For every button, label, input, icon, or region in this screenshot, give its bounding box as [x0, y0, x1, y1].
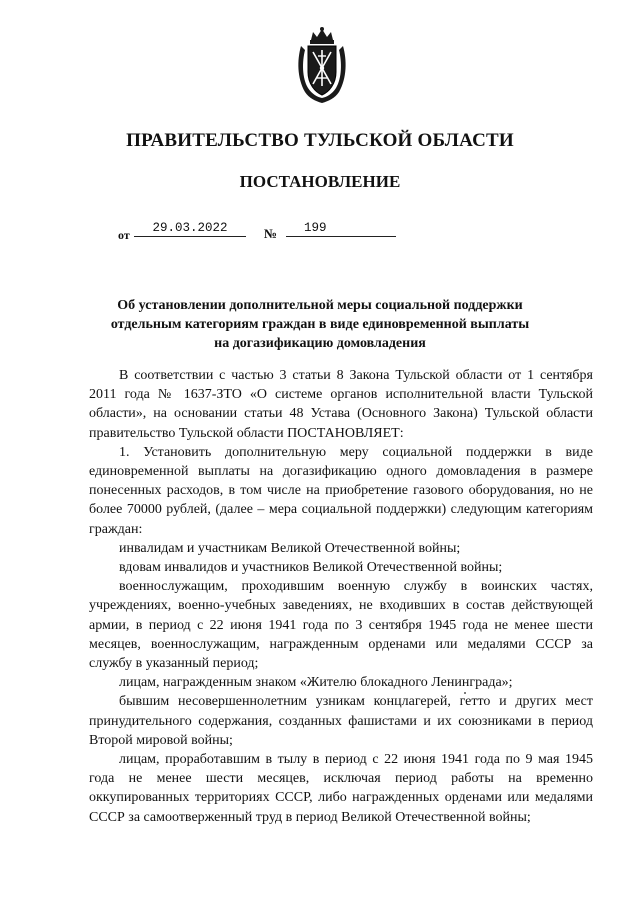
item-1-paragraph: 1. Установить дополнительную меру социальной поддержки в виде единовременной выплаты на догазификацию одного домовладения в размере понесенных расходов, в том числе на приобретение газового оборудования, но не более 70000 рублей, (далее – мера социальной поддержки) следующим категориям граждан:: [89, 444, 593, 537]
date-number-line: [118, 220, 398, 242]
subject-line: на догазификацию домовладения: [214, 336, 426, 351]
date-prefix: от: [118, 228, 130, 242]
category-item: вдовам инвалидов и участников Великой Отечественной войны;: [119, 560, 503, 576]
category-item: инвалидам и участникам Великой Отечественной войны;: [119, 540, 461, 556]
number-sign: №: [264, 226, 278, 241]
document-number: 199: [286, 220, 396, 237]
tula-coat-of-arms-icon: [295, 26, 349, 104]
category-item: бывшим несовершеннолетним узникам концлагерей, гетто и других мест принудительного содержания, созданных фашистами и их союзниками в период Второй мировой войны;: [89, 694, 593, 748]
organization-title: ПРАВИТЕЛЬСТВО ТУЛЬСКОЙ ОБЛАСТИ: [126, 130, 514, 151]
preamble-paragraph: В соответствии с частью 3 статьи 8 Закона Тульской области от 1 сентября 2011 года № 1637-ЗТО «О системе органов исполнительной власти Тульской области», на основании статьи 48 Устава (Основного Закона) Тульской области правительство Тульской области ПОСТАНОВЛЯЕТ:: [89, 368, 593, 441]
document-subject: [100, 296, 540, 353]
document-body: [89, 366, 593, 827]
subject-line: отдельным категориям граждан в виде единовременной выплаты: [110, 317, 530, 332]
category-item: лицам, награжденным знаком «Жителю блокадного Ленинграда»;: [119, 675, 513, 691]
category-item: военнослужащим, проходившим военную службу в воинских частях, учреждениях, военно-учебных заведениях, не входивших в состав действующей армии, в период с 22 июня 1941 года по 3 сентября 1945 года не менее шести месяцев, военнослужащим, награжденным орденами или медалями СССР за службу в указанный период;: [89, 579, 593, 672]
scan-speck: [464, 692, 466, 694]
category-item: лицам, проработавшим в тылу в период с 22 июня 1941 года по 9 мая 1945 года не менее шести месяцев, исключая период работы на временно оккупированных территориях СССР, либо награжденных орденами или медалями СССР за самоотверженный труд в период Великой Отечественной войны;: [89, 752, 593, 825]
document-type: ПОСТАНОВЛЕНИЕ: [239, 172, 401, 191]
subject-line: Об установлении дополнительной меры социальной поддержки: [117, 298, 523, 313]
document-date: 29.03.2022: [134, 220, 246, 237]
